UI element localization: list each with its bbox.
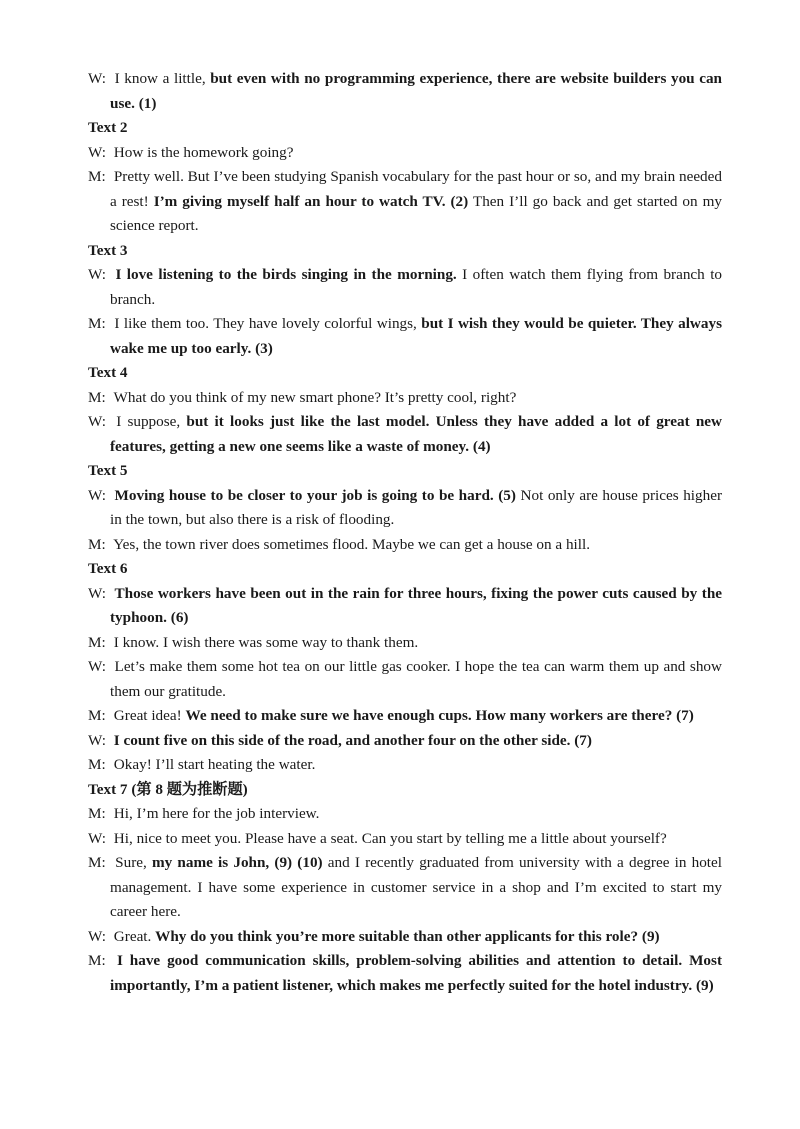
dialogue-text: [110, 952, 117, 969]
dialogue-line: [88, 925, 722, 950]
dialogue-line: [88, 655, 722, 704]
dialogue-text: Hi, I’m here for the job interview.: [110, 805, 320, 822]
dialogue-line: [88, 582, 722, 631]
section-heading: Text 7 (第 8 题为推断题): [88, 780, 248, 798]
dialogue-line: [88, 484, 722, 533]
speaker-label: M:: [88, 633, 106, 651]
dialogue-text: What do you think of my new smart phone? It’s pretty cool, right?: [110, 388, 517, 406]
dialogue-line: [88, 949, 722, 998]
speaker-label: W:: [88, 584, 106, 602]
dialogue-line: [88, 827, 722, 852]
answer-text: but even with no programming experience, there are website builders you can use. (1): [110, 70, 723, 112]
speaker-label: W:: [88, 829, 106, 847]
dialogue-line: [88, 533, 722, 558]
speaker-label: M:: [88, 756, 106, 773]
dialogue-line: [88, 141, 722, 166]
answer-text: I’m giving myself half an hour to watch TV. (2): [153, 192, 469, 210]
dialogue-line: [88, 67, 722, 116]
dialogue-text: Not only are house prices higher in the town, but also there is a risk of flooding.: [110, 486, 723, 528]
speaker-label: M:: [88, 168, 106, 185]
dialogue-text: Great idea!: [110, 707, 186, 724]
speaker-label: M:: [88, 535, 106, 553]
speaker-label: W:: [88, 486, 106, 504]
transcript-content: [88, 67, 722, 998]
dialogue-line: [88, 704, 722, 729]
answer-text: I love listening to the birds singing in the morning.: [115, 266, 457, 283]
dialogue-text: and I recently graduated from university with a degree in hotel management. I have some experience in customer service in a shop and I’m excited to start my career here.: [110, 854, 722, 920]
speaker-label: W:: [88, 731, 106, 749]
speaker-label: M:: [88, 388, 106, 406]
dialogue-text: I suppose,: [110, 413, 187, 430]
speaker-label: M:: [88, 952, 106, 969]
speaker-label: W:: [88, 143, 106, 161]
speaker-label: W:: [88, 266, 106, 283]
section-heading: Text 2: [88, 119, 128, 136]
speaker-label: W:: [88, 70, 106, 87]
dialogue-text: Sure,: [110, 854, 152, 871]
dialogue-text: How is the homework going?: [110, 143, 294, 161]
answer-text: I have good communication skills, problem-solving abilities and attention to detail. Most importantly, I’m a patient listener, which makes me perfectly suited for the hotel industry. (9): [110, 952, 722, 994]
dialogue-text: Then I’ll go back and get started on my science report.: [110, 192, 722, 234]
dialogue-line: [88, 312, 722, 361]
speaker-label: W:: [88, 413, 106, 430]
dialogue-text: Okay! I’ll start heating the water.: [110, 756, 316, 773]
speaker-label: M:: [88, 805, 106, 822]
dialogue-text: I know a little,: [110, 70, 211, 87]
dialogue-line: [88, 263, 722, 312]
speaker-label: W:: [88, 927, 106, 945]
dialogue-text: Great.: [110, 927, 156, 945]
speaker-label: M:: [88, 707, 106, 724]
dialogue-text: I know. I wish there was some way to thank them.: [110, 633, 419, 651]
dialogue-text: Hi, nice to meet you. Please have a seat. Can you start by telling me a little about yourself?: [110, 829, 667, 847]
dialogue-line: [88, 631, 722, 656]
speaker-label: W:: [88, 658, 106, 675]
dialogue-text: I often watch them flying from branch to branch.: [110, 266, 723, 308]
answer-text: but it looks just like the last model. Unless they have added a lot of great new features, getting a new one seems like a waste of money. (4): [110, 413, 723, 455]
dialogue-line: [88, 802, 722, 827]
section-heading: Text 5: [88, 462, 128, 479]
section-heading: Text 3: [88, 241, 128, 259]
dialogue-line: [88, 851, 722, 925]
dialogue-text: Yes, the town river does sometimes flood. Maybe we can get a house on a hill.: [110, 535, 590, 553]
dialogue-line: [88, 165, 722, 239]
dialogue-line: [88, 410, 722, 459]
section-heading: Text 6: [88, 560, 128, 577]
dialogue-text: Pretty well. But I’ve been studying Spanish vocabulary for the past hour or so, and my brain needed a rest!: [110, 168, 722, 210]
speaker-label: M:: [88, 854, 106, 871]
dialogue-line: [88, 386, 722, 411]
dialogue-line: [88, 729, 722, 754]
answer-text: We need to make sure we have enough cups. How many workers are there? (7): [185, 707, 694, 724]
speaker-label: M:: [88, 315, 106, 332]
answer-text: I count five on this side of the road, and another four on the other side. (7): [113, 731, 592, 749]
answer-text: Why do you think you’re more suitable than other applicants for this role? (9): [155, 927, 660, 945]
answer-text: Those workers have been out in the rain for three hours, fixing the power cuts caused by the typhoon. (6): [110, 584, 723, 626]
dialogue-text: I like them too. They have lovely colorful wings,: [110, 315, 422, 332]
dialogue-text: Let’s make them some hot tea on our little gas cooker. I hope the tea can warm them up and show them our gratitude.: [110, 658, 722, 700]
answer-text: Moving house to be closer to your job is going to be hard. (5): [114, 486, 516, 504]
dialogue-line: [88, 753, 722, 778]
answer-text: but I wish they would be quieter. They always wake me up too early. (3): [110, 315, 722, 357]
answer-text: my name is John, (9) (10): [152, 854, 323, 871]
section-heading: Text 4: [88, 364, 128, 381]
